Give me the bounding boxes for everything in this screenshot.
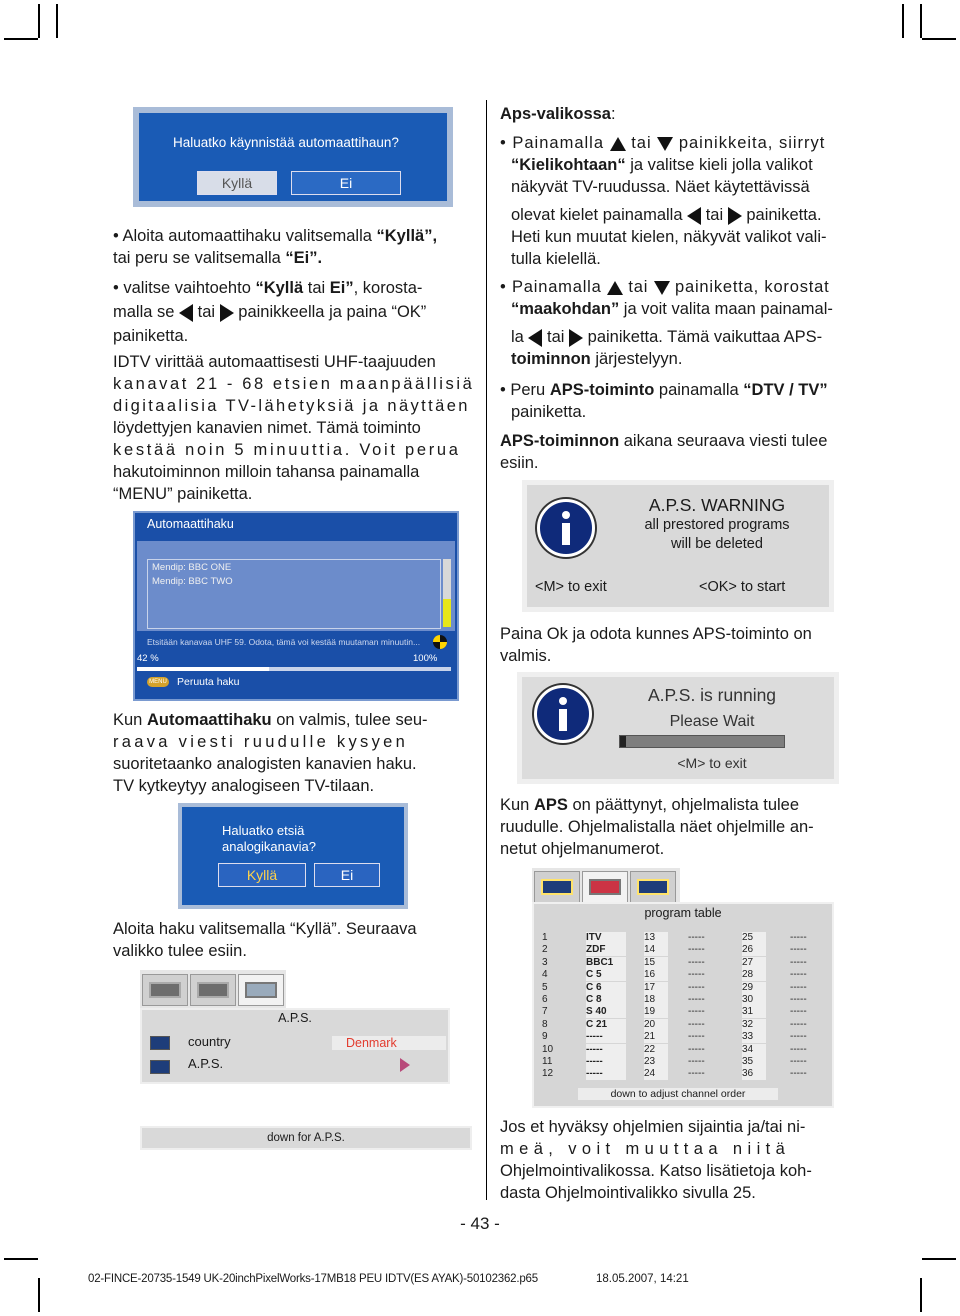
left-arrow-icon bbox=[179, 304, 193, 322]
program-cell[interactable]: 5 bbox=[542, 981, 548, 993]
program-cell[interactable]: 15 bbox=[644, 957, 668, 969]
line bbox=[500, 154, 870, 176]
program-cell[interactable]: ----- bbox=[688, 969, 705, 981]
footer-filename: 02-FINCE-20735-1549 UK-20inchPixelWorks-17MB18 PEU IDTV(ES AYAK)-50102362.p65 bbox=[88, 1273, 538, 1285]
text: malla se bbox=[113, 303, 175, 321]
auto-search-dialog bbox=[133, 107, 453, 207]
program-cell[interactable]: 14 bbox=[644, 944, 668, 956]
line bbox=[500, 326, 870, 348]
program-cell[interactable]: ----- bbox=[790, 1006, 807, 1018]
program-cell[interactable]: S 40 bbox=[586, 1006, 626, 1018]
line bbox=[500, 430, 870, 452]
install-icon bbox=[245, 982, 277, 998]
tv-icon bbox=[197, 982, 229, 998]
program-cell[interactable]: ----- bbox=[586, 1031, 626, 1043]
text: tai peru se valitsemalla bbox=[113, 249, 286, 267]
program-cell[interactable]: 29 bbox=[742, 982, 766, 994]
menu-tab-bar bbox=[140, 970, 286, 1008]
crop-mark bbox=[38, 4, 40, 38]
line: digitaalisia TV-lähetyksiä ja näyttäen bbox=[113, 397, 470, 415]
program-cell[interactable]: 17 bbox=[644, 982, 668, 994]
crop-mark bbox=[920, 4, 922, 38]
program-cell[interactable]: ----- bbox=[688, 1018, 705, 1030]
text-bold: APS-toiminto bbox=[549, 381, 655, 399]
program-cell[interactable]: 30 bbox=[742, 994, 766, 1006]
no-button[interactable]: Ei bbox=[314, 863, 380, 887]
crop-mark bbox=[4, 1258, 38, 1260]
line: esiin. bbox=[500, 454, 539, 472]
program-cell[interactable]: C 5 bbox=[586, 969, 626, 981]
para-edit-programs bbox=[500, 1116, 870, 1204]
text: painiketta. bbox=[113, 327, 189, 345]
channel-list bbox=[147, 559, 441, 629]
program-cell[interactable]: 33 bbox=[742, 1031, 766, 1043]
line bbox=[500, 298, 870, 320]
text: la bbox=[511, 328, 524, 346]
left-arrow-icon bbox=[528, 329, 542, 347]
crop-mark bbox=[56, 4, 58, 38]
progress-fill bbox=[137, 667, 269, 671]
program-cell[interactable]: 28 bbox=[742, 969, 766, 981]
analog-search-dialog bbox=[178, 803, 408, 909]
right-arrow-icon bbox=[569, 329, 583, 347]
line: Aloita haku valitsemalla “Kyllä”. Seuraava bbox=[113, 920, 417, 938]
yes-button[interactable]: Kyllä bbox=[197, 171, 277, 195]
yes-button[interactable]: Kyllä bbox=[218, 863, 306, 887]
line: valmis. bbox=[500, 647, 552, 665]
crop-mark bbox=[4, 38, 38, 40]
scan-title: Automaattihaku bbox=[147, 517, 234, 531]
aps-warning-dialog bbox=[522, 480, 834, 612]
aps-running-dialog bbox=[517, 672, 839, 784]
program-cell[interactable]: 26 bbox=[742, 944, 766, 956]
program-cell[interactable]: 2 bbox=[542, 944, 548, 956]
para-aps-done bbox=[500, 794, 870, 860]
line: valikko tulee esiin. bbox=[113, 942, 247, 960]
menu-key-icon: MENU bbox=[147, 677, 169, 687]
line bbox=[500, 794, 870, 816]
program-cell[interactable]: 12 bbox=[542, 1068, 554, 1080]
aps-icon bbox=[150, 1060, 170, 1074]
exit-hint[interactable]: <M> to exit bbox=[535, 579, 607, 595]
text-bold: “Kyllä”, bbox=[376, 227, 438, 245]
program-cell[interactable]: ----- bbox=[790, 981, 807, 993]
text: Painamalla bbox=[512, 134, 605, 152]
program-cell[interactable]: 31 bbox=[742, 1006, 766, 1018]
text: Kun bbox=[500, 796, 534, 814]
crop-mark bbox=[902, 4, 904, 38]
text: valitse vaihtoehto bbox=[123, 279, 256, 297]
line: suoritetaanko analogisten kanavien haku. bbox=[113, 755, 417, 773]
program-cell[interactable]: C 8 bbox=[586, 994, 626, 1006]
program-cell[interactable]: 3 bbox=[542, 956, 548, 968]
footer-date: 18.05.2007, 14:21 bbox=[596, 1273, 689, 1285]
progress-bar bbox=[137, 667, 451, 671]
program-cell[interactable]: 11 bbox=[542, 1056, 553, 1067]
channel-list-panel bbox=[137, 541, 455, 631]
running-title: A.P.S. is running bbox=[647, 685, 777, 705]
crop-mark bbox=[920, 1278, 922, 1312]
line: Paina Ok ja odota kunnes APS-toiminto on bbox=[500, 625, 812, 643]
text-bold: Ei” bbox=[329, 279, 354, 297]
line: meä, voit muuttaa niitä bbox=[500, 1140, 791, 1158]
line: • Peru APS-toiminto painamalla “DTV / TV” bbox=[500, 381, 828, 399]
program-cell[interactable]: 10 bbox=[542, 1043, 554, 1055]
country-value[interactable]: Denmark bbox=[332, 1036, 446, 1050]
right-arrow-icon bbox=[728, 207, 742, 225]
bullet-start-search: • Aloita automaattihaku valitsemalla “Kyllä”, tai peru se valitsemalla “Ei”. bbox=[113, 227, 438, 267]
program-table-hint: down to adjust channel order bbox=[578, 1088, 778, 1100]
program-cell[interactable]: 16 bbox=[644, 969, 668, 981]
line: IDTV virittää automaattisesti UHF-taajuuden bbox=[113, 353, 436, 371]
program-cell[interactable]: BBC1 bbox=[586, 957, 626, 969]
program-cell[interactable]: ----- bbox=[790, 1031, 807, 1043]
program-cell[interactable]: ----- bbox=[586, 1068, 626, 1080]
down-arrow-icon bbox=[654, 281, 670, 295]
text: olevat kielet painamalla bbox=[511, 206, 683, 224]
text: on päättynyt, ohjelmalista tulee bbox=[567, 796, 800, 814]
line: netut ohjelmanumerot. bbox=[500, 840, 665, 858]
para-scan-done bbox=[113, 709, 483, 797]
bullet-language bbox=[500, 132, 870, 270]
channel-item: Mendip: BBC ONE bbox=[152, 562, 232, 573]
country-icon bbox=[150, 1036, 170, 1050]
program-cell[interactable]: 35 bbox=[742, 1056, 766, 1068]
progress-end-label: 100% bbox=[413, 653, 438, 664]
program-cell[interactable]: ITV bbox=[586, 932, 626, 944]
program-cell[interactable]: ----- bbox=[790, 1056, 807, 1067]
text-bold: “Kyllä bbox=[255, 279, 304, 297]
line: raava viesti ruudulle kysyen bbox=[113, 733, 409, 751]
program-cell[interactable]: C 21 bbox=[586, 1019, 626, 1031]
text: painikkeella ja paina “OK” bbox=[238, 303, 427, 321]
line: kanavat 21 - 68 etsien maanpäällisiä bbox=[113, 375, 475, 393]
right-arrow-icon bbox=[220, 304, 234, 322]
program-cell[interactable]: 1 bbox=[542, 932, 548, 943]
dialog-question: Haluatko käynnistää automaattihaun? bbox=[173, 135, 399, 150]
program-cell[interactable]: ----- bbox=[790, 969, 807, 981]
line: • Painamalla tai painikkeita, siirryt bbox=[500, 134, 826, 152]
program-cell[interactable]: ----- bbox=[688, 1056, 705, 1067]
aps-hint-bar: down for A.P.S. bbox=[140, 1126, 472, 1150]
text-bold: “maakohdan” bbox=[511, 300, 620, 318]
text: tai bbox=[197, 303, 216, 321]
aps-menu-title: A.P.S. bbox=[278, 1011, 312, 1025]
text: aikana seuraava viesti tulee bbox=[619, 432, 828, 450]
text: Kun bbox=[113, 711, 147, 729]
line: ruudulle. Ohjelmalistalla näet ohjelmille an- bbox=[500, 818, 814, 836]
auto-scan-screen bbox=[133, 511, 459, 701]
bullet-select-option: • valitse vaihtoehto “Kyllä tai Ei”, korosta- malla se tai painikkeella ja paina “OK” painiketta. bbox=[113, 279, 427, 345]
program-cell[interactable]: ----- bbox=[688, 994, 705, 1005]
text: painiketta, korostat bbox=[675, 278, 830, 296]
program-cell[interactable]: ----- bbox=[790, 932, 807, 943]
program-cell[interactable]: ----- bbox=[790, 1068, 807, 1080]
line: Heti kun muutat kielen, näkyvät valikot vali- bbox=[511, 228, 827, 246]
program-cell[interactable]: ----- bbox=[688, 1031, 705, 1043]
program-grid bbox=[534, 932, 832, 1082]
text: Painamalla bbox=[511, 278, 602, 296]
program-cell[interactable]: 21 bbox=[644, 1031, 668, 1043]
text-bold: Automaattihaku bbox=[146, 711, 272, 729]
crop-mark bbox=[922, 1258, 956, 1260]
warning-title: A.P.S. WARNING bbox=[648, 495, 786, 515]
aps-menu bbox=[140, 1008, 450, 1084]
text: painikkeita, siirryt bbox=[678, 134, 826, 152]
text: ja valitse kieli jolla valikot bbox=[625, 156, 813, 174]
tab-picture[interactable] bbox=[142, 974, 188, 1006]
line: “MENU” painiketta. bbox=[113, 485, 253, 503]
line: hakutoiminnon milloin tahansa painamalla bbox=[113, 463, 420, 481]
start-hint[interactable]: <OK> to start bbox=[699, 579, 786, 595]
cancel-search-label[interactable]: Peruuta haku bbox=[177, 676, 240, 688]
line: näkyvät TV-ruudussa. Näet käytettävissä bbox=[511, 178, 810, 196]
program-cell[interactable]: ----- bbox=[790, 994, 807, 1005]
text: Aloita automaattihaku valitsemalla bbox=[122, 227, 377, 245]
tab-sound[interactable] bbox=[190, 974, 236, 1006]
line: tulla kielellä. bbox=[511, 250, 601, 268]
text: painiketta. Tämä vaikuttaa APS- bbox=[587, 328, 823, 346]
program-cell[interactable]: ----- bbox=[688, 944, 705, 956]
text: painiketta. bbox=[746, 206, 822, 224]
country-label: country bbox=[188, 1034, 231, 1049]
line: painiketta. bbox=[511, 403, 587, 421]
line: Jos et hyväksy ohjelmien sijaintia ja/tai ni- bbox=[500, 1118, 806, 1136]
program-cell[interactable]: ----- bbox=[688, 1068, 705, 1080]
text: , korosta- bbox=[353, 279, 423, 297]
program-cell[interactable]: 27 bbox=[742, 957, 766, 969]
up-arrow-icon bbox=[607, 281, 623, 295]
exit-hint[interactable]: <M> to exit bbox=[677, 755, 747, 771]
program-cell[interactable]: 13 bbox=[644, 932, 668, 944]
aps-progress-fill bbox=[620, 736, 626, 747]
program-table-title: program table bbox=[644, 906, 722, 920]
text: on valmis, tulee seu- bbox=[271, 711, 428, 729]
para-idtv-scan bbox=[113, 351, 483, 505]
text: järjestelyyn. bbox=[590, 350, 683, 368]
line: löydettyjen kanavien nimet. Tämä toiminto bbox=[113, 419, 421, 437]
text-bold: APS-toiminnon bbox=[500, 432, 620, 450]
enter-arrow-icon[interactable] bbox=[400, 1058, 410, 1072]
program-cell[interactable]: 8 bbox=[542, 1018, 548, 1030]
text-bold: “Ei”. bbox=[285, 249, 323, 267]
program-cell[interactable]: 25 bbox=[742, 932, 766, 944]
tab-picture[interactable] bbox=[534, 871, 580, 903]
program-cell[interactable]: 23 bbox=[644, 1056, 668, 1068]
line bbox=[113, 709, 483, 731]
sound-icon bbox=[589, 879, 621, 895]
text: ja voit valita maan painamal- bbox=[619, 300, 833, 318]
program-cell[interactable]: 36 bbox=[742, 1068, 766, 1080]
tab-sound[interactable] bbox=[582, 871, 628, 903]
bullet-cancel-aps bbox=[500, 379, 870, 423]
up-arrow-icon bbox=[610, 137, 626, 151]
text-bold: toiminnon bbox=[511, 350, 591, 368]
program-cell[interactable]: ----- bbox=[790, 956, 807, 968]
program-cell[interactable]: ----- bbox=[688, 981, 705, 993]
scan-status: Etsitään kanavaa UHF 59. Odota, tämä voi kestää muutaman minuutin... bbox=[147, 637, 421, 647]
para-press-ok bbox=[500, 623, 870, 667]
dialog-question bbox=[222, 823, 316, 855]
line: kestää noin 5 minuuttia. Voit perua bbox=[113, 441, 461, 459]
warning-line: all prestored programs bbox=[644, 517, 790, 533]
program-cell[interactable]: 20 bbox=[644, 1019, 668, 1031]
line bbox=[500, 204, 870, 226]
program-cell[interactable]: ----- bbox=[790, 1018, 807, 1030]
program-cell[interactable]: 24 bbox=[644, 1068, 668, 1080]
line: dasta Ohjelmointivalikko sivulla 25. bbox=[500, 1184, 756, 1202]
text-bold: APS bbox=[533, 796, 568, 814]
aps-label[interactable]: A.P.S. bbox=[188, 1056, 224, 1071]
tv-icon bbox=[149, 982, 181, 998]
page-number: - 43 - bbox=[460, 1214, 500, 1233]
program-cell[interactable]: 7 bbox=[542, 1006, 548, 1018]
program-cell[interactable]: ----- bbox=[586, 1056, 626, 1068]
program-cell[interactable]: ----- bbox=[688, 956, 705, 968]
text: tai bbox=[631, 134, 652, 152]
line: Haluatko etsiä bbox=[222, 823, 305, 838]
line: Ohjelmointivalikossa. Katso lisätietoja koh- bbox=[500, 1162, 812, 1180]
text-bold: Aps-valikossa bbox=[500, 105, 611, 123]
program-cell[interactable]: 18 bbox=[644, 994, 668, 1006]
program-cell[interactable]: ----- bbox=[586, 1044, 626, 1056]
tv-icon bbox=[541, 879, 573, 895]
text: : bbox=[610, 105, 616, 123]
scrollbar[interactable] bbox=[443, 559, 451, 627]
program-cell[interactable]: C 6 bbox=[586, 982, 626, 994]
text: Peru bbox=[510, 381, 550, 399]
program-cell[interactable]: 9 bbox=[542, 1031, 548, 1043]
program-cell[interactable]: 32 bbox=[742, 1019, 766, 1031]
aps-progress-bar bbox=[619, 735, 785, 748]
program-cell[interactable]: ----- bbox=[688, 932, 705, 943]
left-arrow-icon bbox=[687, 207, 701, 225]
program-cell[interactable]: 22 bbox=[644, 1044, 668, 1056]
program-tab-bar bbox=[532, 868, 680, 904]
text: tai bbox=[705, 206, 724, 224]
program-cell[interactable]: 19 bbox=[644, 1006, 668, 1018]
program-cell[interactable]: ----- bbox=[790, 1043, 807, 1055]
text-bold: “DTV / TV” bbox=[743, 381, 828, 399]
program-cell[interactable]: ----- bbox=[688, 1043, 705, 1055]
program-table bbox=[532, 902, 834, 1108]
info-icon bbox=[537, 499, 595, 557]
channel-item: Mendip: BBC TWO bbox=[152, 576, 233, 587]
line bbox=[500, 348, 870, 370]
program-cell[interactable]: 4 bbox=[542, 969, 548, 981]
crop-mark bbox=[38, 1278, 40, 1312]
program-cell[interactable]: ----- bbox=[688, 1006, 705, 1018]
text: tai bbox=[628, 278, 649, 296]
program-cell[interactable]: 6 bbox=[542, 994, 548, 1005]
program-cell[interactable]: ----- bbox=[790, 944, 807, 956]
para-start-analog bbox=[113, 918, 483, 962]
column-divider bbox=[486, 100, 487, 1200]
scroll-thumb[interactable] bbox=[443, 599, 451, 627]
tab-install[interactable] bbox=[238, 974, 284, 1006]
no-button[interactable]: Ei bbox=[291, 171, 401, 195]
text: painamalla bbox=[654, 381, 744, 399]
text: tai bbox=[547, 328, 565, 346]
tv-icon bbox=[637, 879, 669, 895]
line: TV kytkeytyy analogiseen TV-tilaan. bbox=[113, 777, 375, 795]
crop-mark bbox=[922, 38, 956, 40]
text-bold: “Kielikohtaan“ bbox=[511, 156, 626, 174]
bullet-country bbox=[500, 276, 870, 370]
aps-heading bbox=[500, 103, 616, 125]
line: • Painamalla tai painiketta, korostat bbox=[500, 278, 830, 296]
line: analogikanavia? bbox=[222, 839, 316, 854]
warning-line: will be deleted bbox=[671, 536, 763, 552]
program-cell[interactable]: ZDF bbox=[586, 944, 626, 956]
tab-install[interactable] bbox=[630, 871, 676, 903]
down-arrow-icon bbox=[657, 137, 673, 151]
text: tai bbox=[303, 279, 330, 297]
para-aps-message bbox=[500, 430, 870, 474]
please-wait: Please Wait bbox=[669, 713, 755, 730]
program-cell[interactable]: 34 bbox=[742, 1044, 766, 1056]
busy-icon bbox=[433, 635, 447, 649]
progress-label: 42 % bbox=[137, 653, 159, 664]
info-icon bbox=[534, 685, 592, 743]
